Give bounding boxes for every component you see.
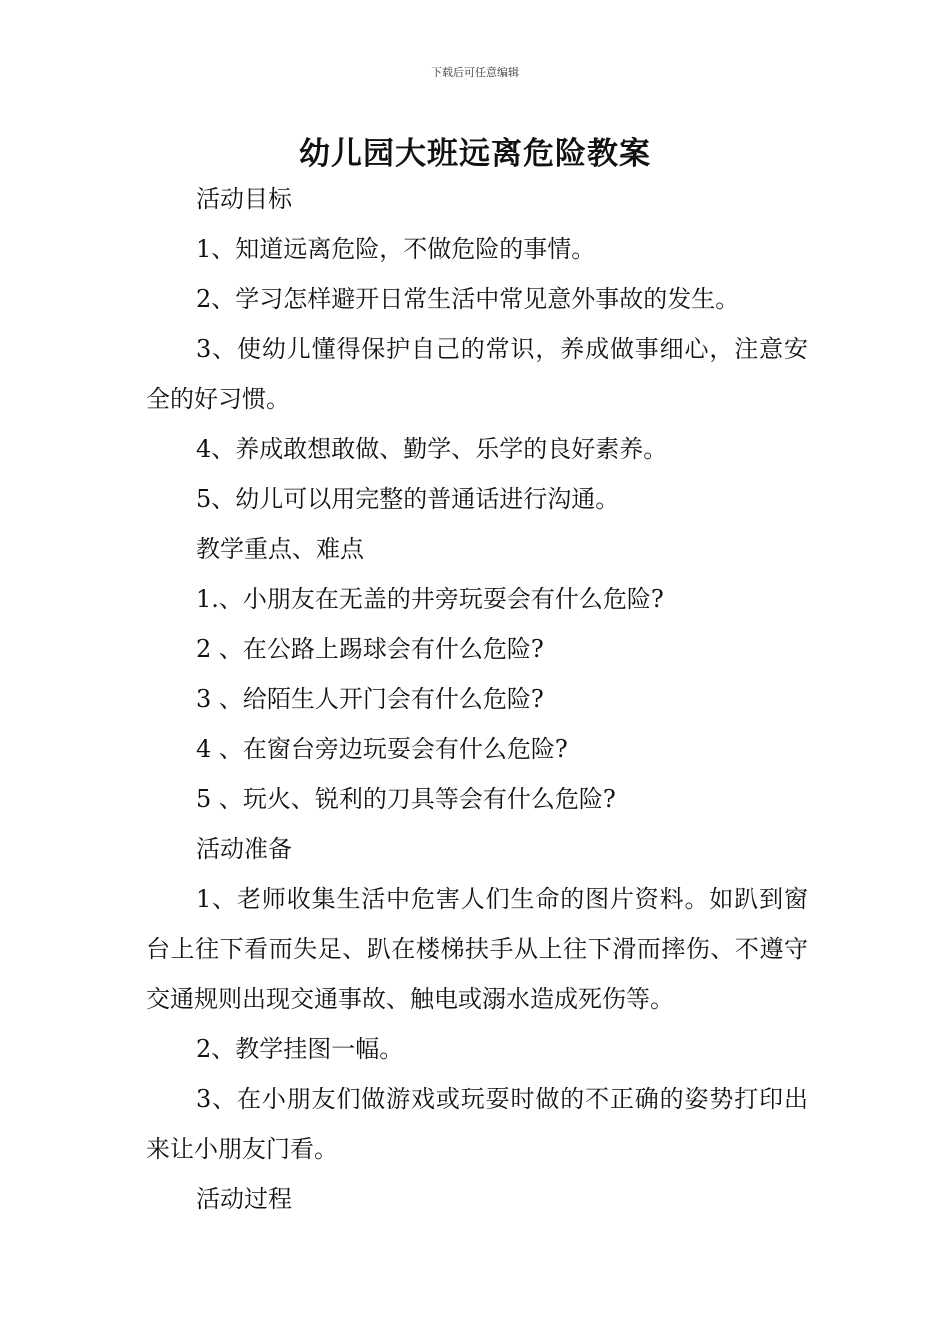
goal-item-4: 4、养成敢想敢做、勤学、乐学的良好素养。	[196, 435, 668, 463]
key-point-item-4: 4 、在窗台旁边玩耍会有什么危险?	[196, 735, 568, 763]
goal-item-1: 1、知道远离危险，不做危险的事情。	[196, 235, 596, 263]
goal-item-2: 2、学习怎样避开日常生活中常见意外事故的发生。	[196, 285, 740, 313]
document-title: 幼儿园大班远离危险教案	[299, 136, 651, 172]
page-header-note: 下载后可任意编辑	[431, 66, 519, 79]
key-point-item-3: 3 、给陌生人开门会有什么危险?	[196, 685, 544, 713]
section-heading-key-points: 教学重点、难点	[196, 535, 364, 563]
preparation-item-2: 2、教学挂图一幅。	[196, 1035, 404, 1063]
section-heading-activity-goals: 活动目标	[196, 185, 292, 213]
goal-item-5: 5、幼儿可以用完整的普通话进行沟通。	[196, 485, 620, 513]
key-point-item-1: 1.、小朋友在无盖的井旁玩耍会有什么危险?	[196, 585, 664, 613]
document-body	[146, 174, 808, 1224]
key-point-item-2: 2 、在公路上踢球会有什么危险?	[196, 635, 544, 663]
section-heading-activity-process: 活动过程	[196, 1185, 292, 1213]
preparation-item-1: 1、老师收集生活中危害人们生命的图片资料。如趴到窗台上往下看而失足、趴在楼梯扶手从上往下滑而摔伤、不遵守交通规则出现交通事故、触电或溺水造成死伤等。	[146, 885, 808, 1013]
goal-item-3: 3、使幼儿懂得保护自己的常识，养成做事细心，注意安全的好习惯。	[146, 335, 808, 413]
section-heading-preparation: 活动准备	[196, 835, 292, 863]
key-point-item-5: 5 、玩火、锐利的刀具等会有什么危险?	[196, 785, 616, 813]
preparation-item-3: 3、在小朋友们做游戏或玩耍时做的不正确的姿势打印出来让小朋友门看。	[146, 1085, 808, 1163]
